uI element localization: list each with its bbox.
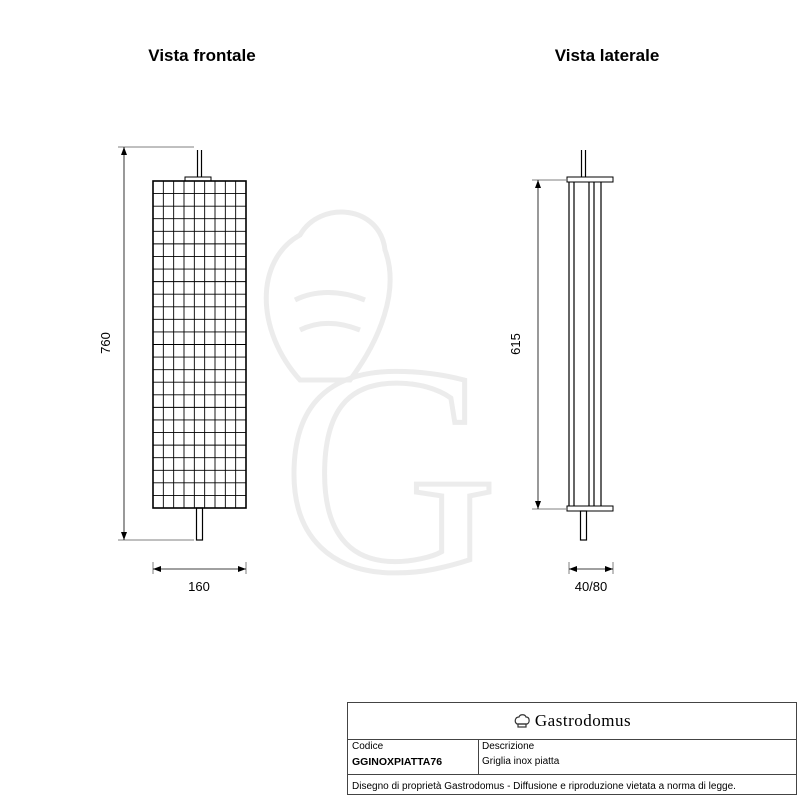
dim-615-label: 615 bbox=[508, 333, 523, 355]
dim-160-label: 160 bbox=[188, 579, 210, 594]
side-rod-bottom bbox=[581, 511, 587, 540]
watermark bbox=[266, 212, 498, 635]
watermark-letter: G bbox=[281, 303, 499, 635]
code-label: Codice bbox=[352, 741, 384, 752]
title-block-info-row bbox=[348, 739, 796, 775]
dim-160-arrow-left bbox=[153, 566, 161, 572]
brand-name: Gastrodomus bbox=[534, 711, 632, 730]
code-cell bbox=[348, 739, 479, 774]
code-value: GGINOXPIATTA76 bbox=[352, 756, 443, 768]
side-bracket-top bbox=[567, 177, 613, 182]
dim-40-80-label: 40/80 bbox=[574, 579, 608, 594]
dim-615-arrow-top bbox=[535, 180, 541, 188]
front-rod-bottom bbox=[197, 508, 203, 540]
ownership-notice: Disegno di proprietà Gastrodomus - Diffusione e riproduzione vietata a norma di legge. bbox=[352, 781, 736, 792]
description-cell bbox=[478, 739, 796, 774]
title-block-logo bbox=[348, 703, 796, 740]
dim-615-arrow-bottom bbox=[535, 501, 541, 509]
side-view bbox=[532, 150, 613, 574]
side-view-title: Vista laterale bbox=[554, 46, 660, 65]
dim-160-arrow-right bbox=[238, 566, 246, 572]
dim-760-arrow-bottom bbox=[121, 532, 127, 540]
front-grid-lines bbox=[153, 181, 246, 508]
chef-hat-icon bbox=[513, 712, 531, 730]
dim-40-80-arrow-right bbox=[605, 566, 613, 572]
front-view bbox=[118, 147, 246, 574]
dim-40-80-arrow-left bbox=[569, 566, 577, 572]
dim-760-label: 760 bbox=[98, 332, 113, 354]
dim-760-arrow-top bbox=[121, 147, 127, 155]
description-value: Griglia inox piatta bbox=[482, 756, 560, 767]
side-bracket-bottom bbox=[567, 506, 613, 511]
description-label: Descrizione bbox=[482, 741, 535, 752]
front-view-title: Vista frontale bbox=[148, 46, 256, 65]
title-block bbox=[347, 702, 797, 795]
